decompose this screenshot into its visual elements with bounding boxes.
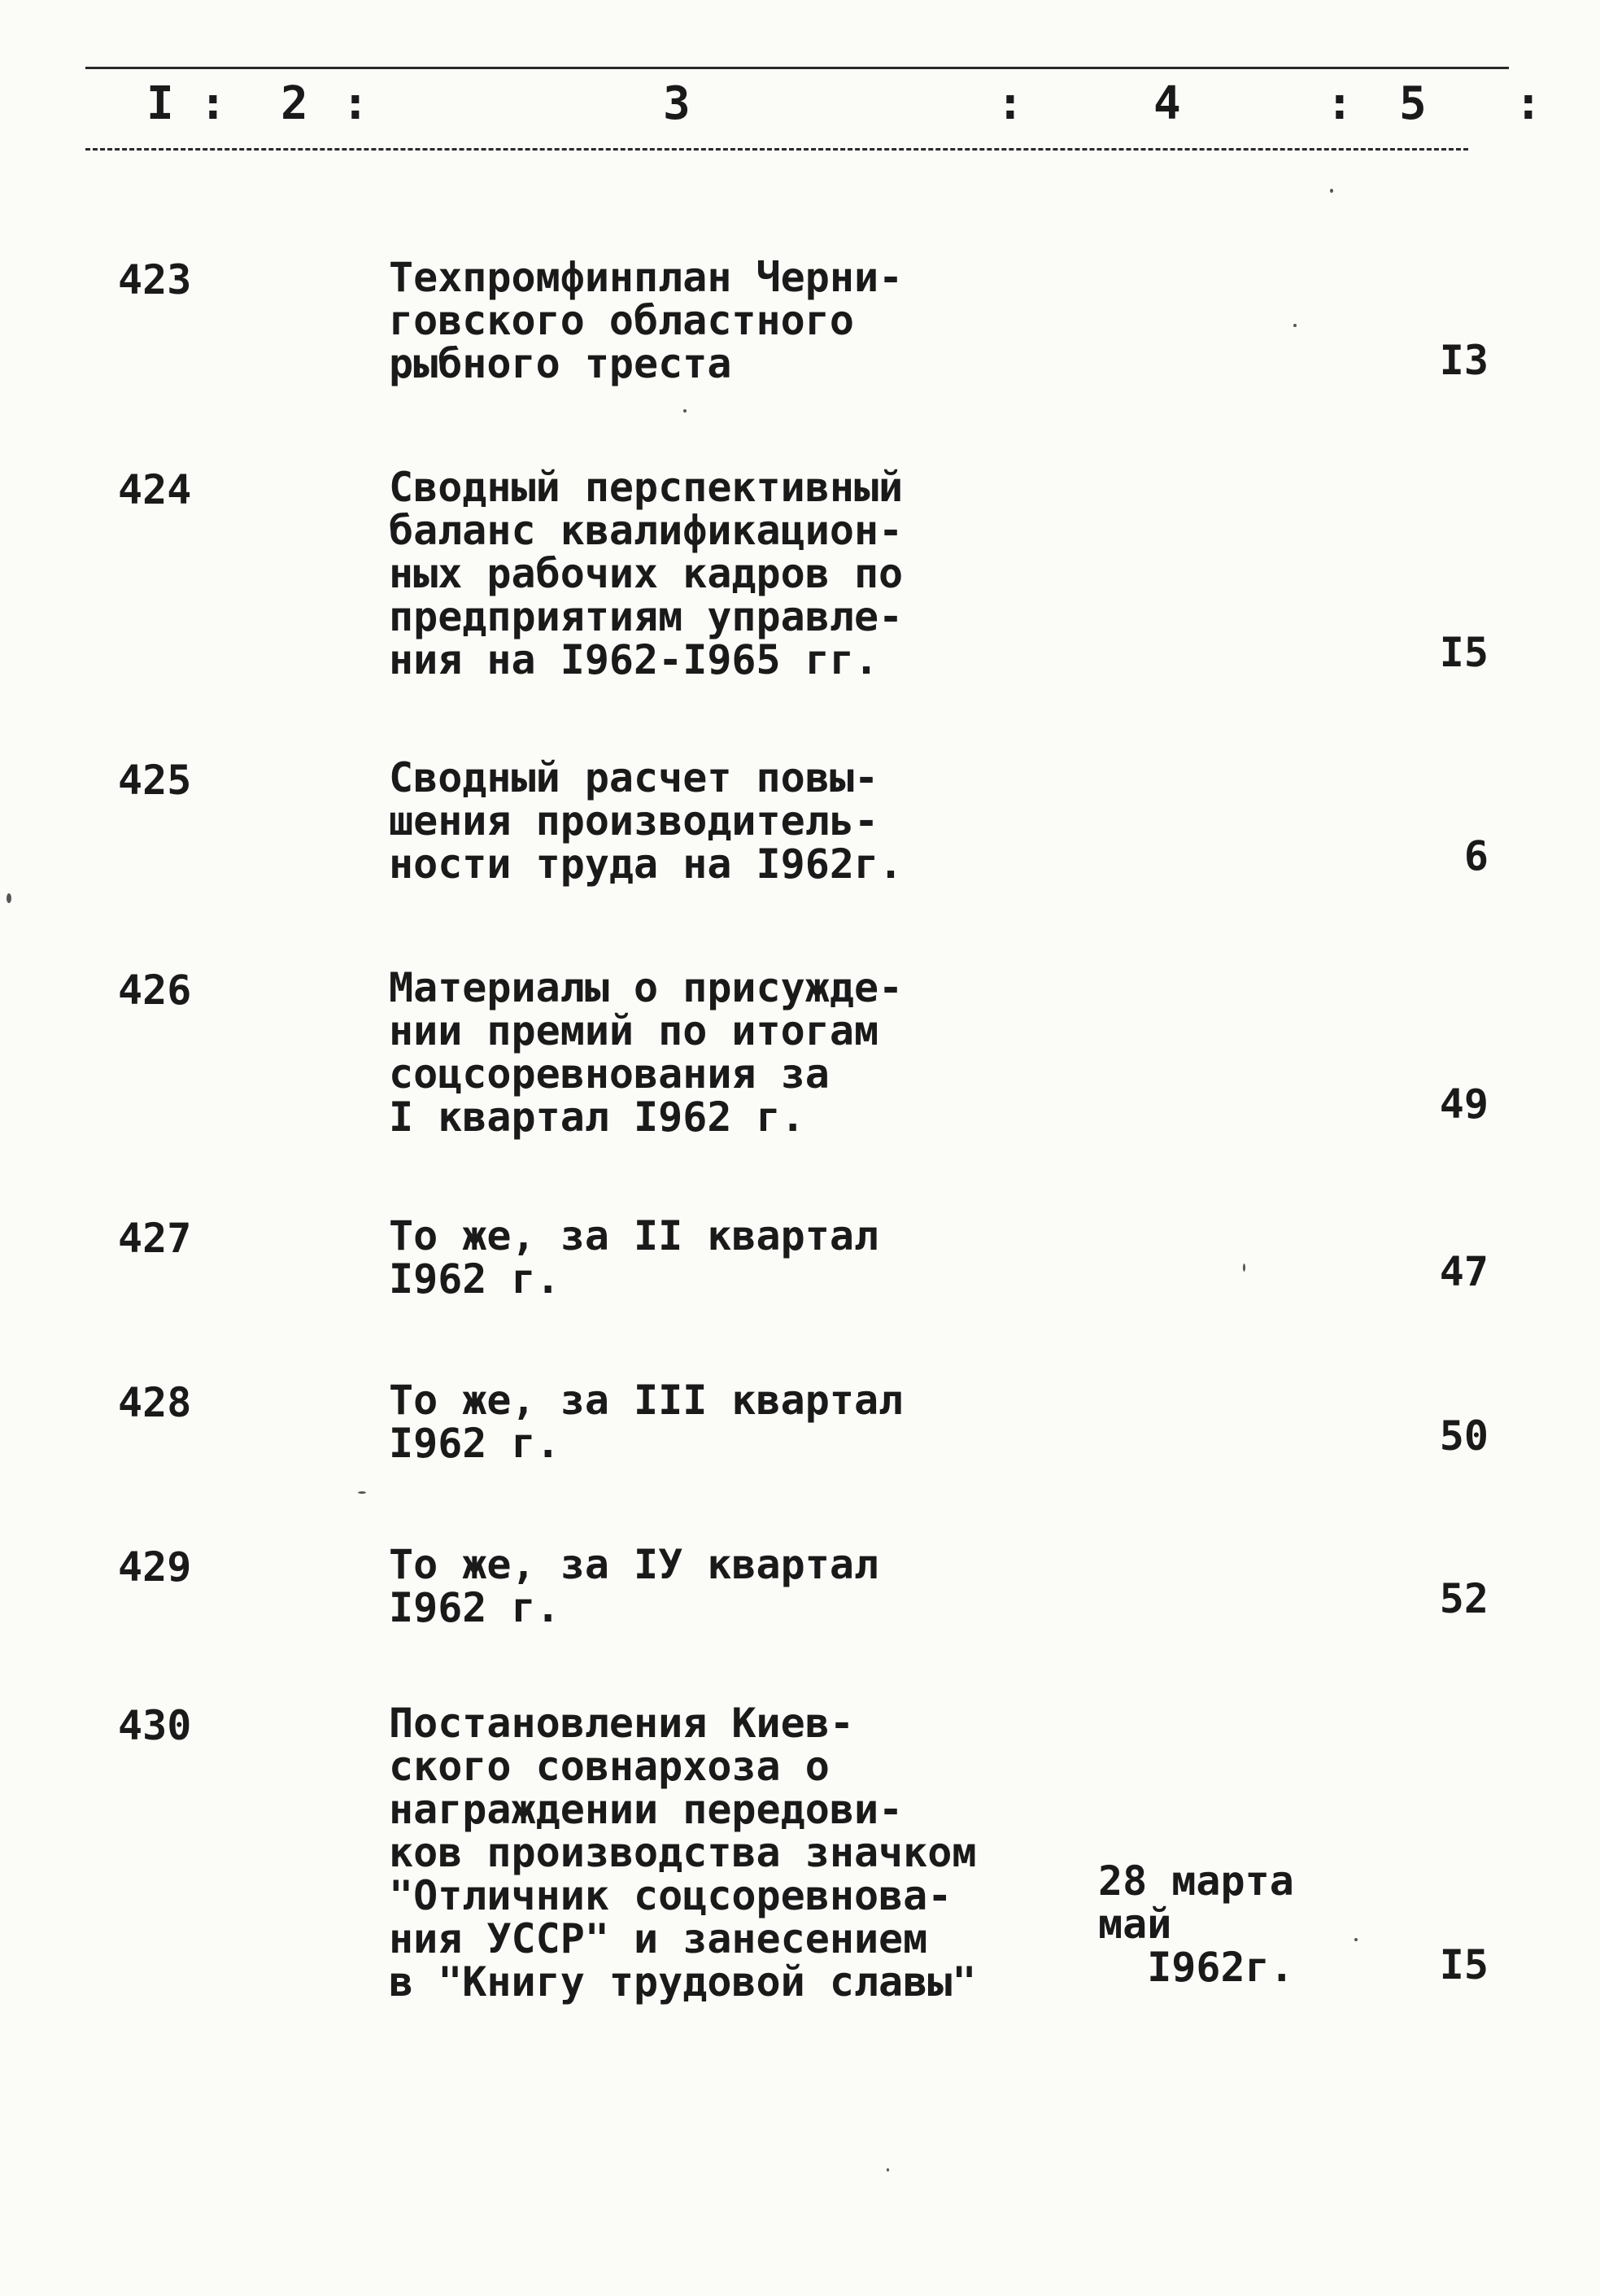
entry-title-line: Техпромфинплан Черни- (389, 254, 904, 301)
entry-title-line: Сводный перспективный (389, 464, 904, 511)
header-bottom-rule (85, 148, 1468, 151)
column-separator: : (1515, 77, 1542, 130)
entry-title (389, 1379, 1088, 1465)
scan-speck (1243, 1264, 1245, 1272)
entry-title (389, 1543, 1088, 1630)
column-header-1: I (146, 77, 174, 130)
entry-number: 430 (118, 1702, 192, 1749)
entry-title (389, 754, 1088, 888)
entry-sheet-count: 52 (1439, 1575, 1489, 1622)
entry-number: 424 (118, 466, 192, 513)
entry-title-line: в "Книгу трудовой славы" (389, 1958, 977, 2006)
column-header-4: 4 (1153, 77, 1181, 130)
entry-title-line: I962 г. (389, 1420, 560, 1467)
entry-number: 428 (118, 1379, 192, 1426)
entry-title-line: ния на I962-I965 гг. (389, 636, 879, 683)
entry-title-line: награждении передови- (389, 1786, 904, 1833)
entry-title-line: нии премий по итогам (389, 1007, 879, 1054)
entry-sheet-count: 47 (1439, 1248, 1489, 1295)
entry-title-line: То же, за IУ квартал (389, 1541, 879, 1588)
entry-number: 425 (118, 757, 192, 804)
entry-title-line: ского совнархоза о (389, 1743, 830, 1790)
entry-dates (1098, 1857, 1358, 1991)
entry-title-line: Материалы о присужде- (389, 964, 904, 1011)
entry-title (389, 1212, 1088, 1303)
entry-title-line: Постановления Киев- (389, 1700, 854, 1747)
entry-title (389, 466, 1088, 682)
entry-title-line: соцсоревнования за (389, 1050, 830, 1098)
entry-sheet-count: 49 (1439, 1080, 1489, 1128)
entry-sheet-count: I5 (1439, 629, 1489, 676)
scan-speck (358, 1491, 366, 1494)
entry-title-line: шения производитель- (389, 797, 879, 845)
column-header-3: 3 (663, 77, 691, 130)
entry-title-line: "Отличник соцсоревнова- (389, 1872, 953, 1919)
scan-speck (1293, 324, 1297, 327)
scan-speck (7, 893, 11, 903)
scan-speck (1330, 189, 1333, 193)
entry-title-line: ных рабочих кадров по (389, 550, 904, 597)
entry-title-line: I962 г. (389, 1255, 560, 1303)
column-separator: : (1326, 77, 1354, 130)
entry-title-line: То же, за III квартал (389, 1377, 904, 1424)
column-header-5: 5 (1399, 77, 1427, 130)
entry-date-line: май (1098, 1901, 1172, 1948)
scan-speck (887, 2168, 889, 2172)
entry-title-line: ния УССР" и занесением (389, 1915, 928, 1962)
entry-title-line: То же, за II квартал (389, 1212, 879, 1259)
column-separator: : (342, 77, 369, 130)
entry-date-line: 28 марта (1098, 1857, 1294, 1905)
entry-number: 429 (118, 1543, 192, 1591)
entry-title-line: рыбного треста (389, 340, 732, 387)
entry-title-line: говского областного (389, 297, 854, 344)
entry-number: 423 (118, 256, 192, 303)
entry-title (389, 964, 1088, 1141)
header-top-rule (85, 67, 1509, 69)
entry-sheet-count: 50 (1439, 1412, 1489, 1460)
column-separator: : (199, 77, 227, 130)
column-separator: : (996, 77, 1024, 130)
entry-title-line: предприятиям управле- (389, 593, 904, 640)
entry-title-line: ков производства значком (389, 1829, 977, 1876)
entry-title-line: Сводный расчет повы- (389, 754, 879, 801)
entry-date-line: I962г. (1098, 1944, 1294, 1991)
column-header-2: 2 (281, 77, 308, 130)
entry-title-line: I квартал I962 г. (389, 1093, 805, 1141)
entry-title (389, 1702, 1088, 2004)
entry-title-line: баланс квалификацион- (389, 507, 904, 554)
entry-sheet-count: 6 (1463, 832, 1489, 880)
entry-title-line: ности труда на I962г. (389, 840, 904, 888)
scan-speck (683, 409, 687, 412)
entry-sheet-count: I5 (1439, 1941, 1489, 1988)
entry-title (389, 256, 1088, 386)
entry-number: 427 (118, 1215, 192, 1262)
entry-sheet-count: I3 (1439, 337, 1489, 384)
entry-title-line: I962 г. (389, 1584, 560, 1631)
entry-number: 426 (118, 967, 192, 1014)
